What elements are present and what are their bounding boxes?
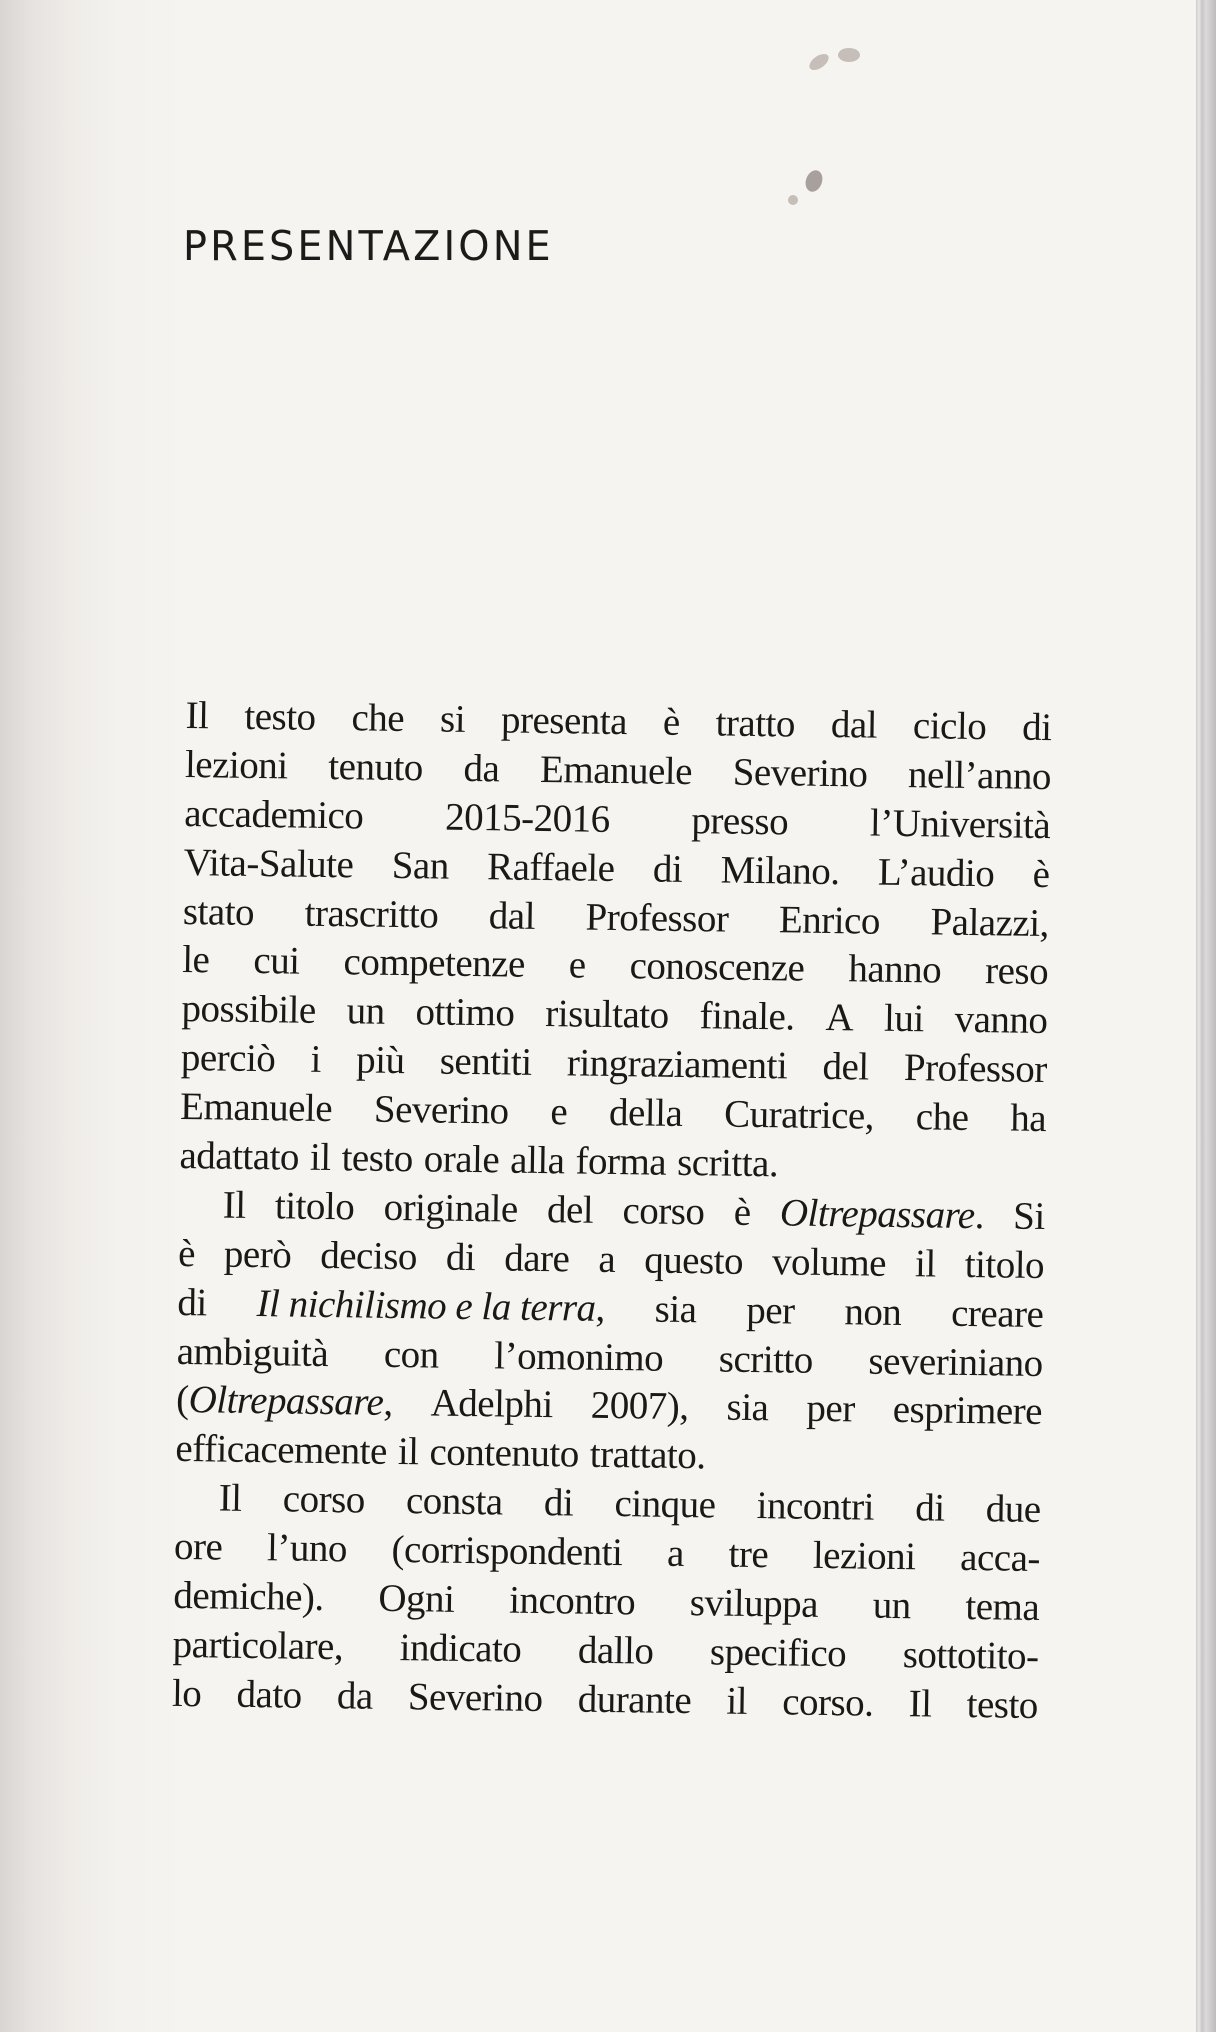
word: però [223, 1232, 292, 1277]
paper-stain [807, 51, 832, 73]
word: Si [1012, 1194, 1046, 1238]
word: lezioni [184, 742, 288, 788]
word: a [666, 1531, 685, 1576]
word: Il [222, 1183, 246, 1227]
word: lezioni [812, 1533, 916, 1579]
word: scritta. [676, 1140, 779, 1186]
word: Vita-Salute [183, 840, 354, 887]
word: Emanuele [539, 747, 693, 793]
paper-stain [788, 195, 798, 205]
word: il [309, 1135, 331, 1180]
word: trattato. [589, 1433, 706, 1478]
word: Il nichilismo e la terra, [256, 1281, 606, 1330]
word: creare [950, 1291, 1044, 1336]
word: tre [728, 1532, 769, 1577]
word: titolo [274, 1184, 355, 1229]
word: severiniano [868, 1339, 1044, 1385]
word: di [1021, 705, 1052, 750]
word: sia [654, 1287, 697, 1331]
word: il [397, 1430, 419, 1474]
word: tema [965, 1585, 1040, 1630]
body-text [172, 692, 1052, 1731]
word: testo [244, 694, 316, 739]
word: Severino [373, 1087, 509, 1133]
word: ore [173, 1525, 223, 1569]
word: Milano. [720, 848, 840, 893]
word: tratto [715, 701, 796, 746]
italic-title: Oltrepassare [188, 1378, 384, 1425]
word: incontro [508, 1578, 636, 1624]
word: Raffaele [486, 844, 615, 890]
word: stato [182, 889, 255, 934]
word: di [177, 1280, 208, 1325]
word: è [733, 1190, 751, 1234]
word: e [550, 1090, 568, 1134]
word: Adelphi [430, 1381, 554, 1427]
word: l’Università [869, 801, 1051, 847]
word: demiche). [173, 1573, 325, 1620]
word: reso [984, 949, 1049, 994]
word: questo [643, 1238, 744, 1283]
section-heading: PRESENTAZIONE [183, 222, 554, 270]
word: dare [504, 1236, 570, 1281]
word: ringraziamenti [566, 1041, 788, 1088]
word: sviluppa [689, 1581, 819, 1626]
word: e [568, 943, 586, 988]
word: dato [236, 1672, 303, 1717]
word: Professor [903, 1046, 1048, 1092]
word: Severino [407, 1675, 543, 1720]
word: ha [1009, 1096, 1047, 1141]
word: durante [577, 1677, 692, 1722]
word: 2015-2016 [444, 795, 610, 841]
word: indicato [399, 1626, 522, 1671]
word: presso [691, 798, 789, 844]
word: nell’anno [907, 752, 1052, 798]
word: San [391, 843, 450, 888]
word: cinque [614, 1482, 716, 1527]
word: originale [383, 1185, 519, 1231]
word: del [822, 1045, 870, 1089]
word: risultato [545, 992, 669, 1038]
word: testo [341, 1136, 414, 1181]
word: ciclo [912, 704, 987, 749]
word: deciso [320, 1233, 418, 1279]
word: perciò [180, 1036, 276, 1081]
word: Professor [585, 895, 729, 941]
word: non [844, 1289, 902, 1334]
word: che [915, 1095, 969, 1140]
word: dal [830, 703, 878, 747]
word: testo [966, 1682, 1039, 1727]
word: Severino [732, 750, 868, 796]
paper-stain [803, 168, 826, 194]
word: finale. [699, 994, 795, 1039]
word: efficacemente [175, 1427, 388, 1474]
word: Ogni [378, 1576, 455, 1621]
word: ambiguità [176, 1329, 329, 1375]
word: A [825, 996, 854, 1040]
word: scritto [718, 1337, 814, 1382]
word: sentiti [439, 1039, 532, 1085]
word: particolare, [172, 1622, 344, 1669]
word: per [806, 1387, 856, 1431]
word: (corrispondenti [391, 1528, 623, 1575]
word: del [546, 1187, 594, 1232]
word: titolo [964, 1242, 1045, 1287]
word: volume [771, 1240, 887, 1285]
word: della [608, 1091, 683, 1136]
word: Il [908, 1682, 932, 1726]
word: i [310, 1038, 322, 1082]
word: le [181, 938, 210, 982]
word: esprimere [892, 1388, 1043, 1434]
word: hanno [848, 947, 942, 993]
italic-title: Il nichilismo e la terra [256, 1281, 596, 1330]
word: possibile [181, 987, 317, 1033]
word: è [1032, 852, 1050, 896]
word: presenta [500, 698, 628, 744]
word: corso [622, 1189, 705, 1234]
word: l’omonimo [494, 1333, 664, 1380]
word: ottimo [415, 990, 515, 1035]
word: alla [509, 1138, 565, 1183]
word: conoscenze [629, 944, 805, 991]
word: sottotito- [902, 1633, 1039, 1678]
word: corso. [781, 1680, 874, 1725]
word: orale [423, 1137, 500, 1182]
word: due [985, 1487, 1041, 1532]
word: un [872, 1583, 912, 1628]
word: (Oltrepassare, [175, 1378, 393, 1425]
word: di [914, 1486, 945, 1530]
word: di [445, 1235, 476, 1279]
word: forma [575, 1139, 667, 1184]
word: Enrico [778, 897, 881, 943]
word: acca- [959, 1536, 1041, 1581]
word: l’uno [266, 1526, 348, 1571]
word: più [355, 1038, 405, 1083]
word: a [598, 1237, 616, 1281]
word: Emanuele [179, 1085, 333, 1131]
word: Il [218, 1476, 242, 1521]
word: è [662, 700, 681, 744]
word: da [336, 1674, 374, 1718]
word: il [726, 1679, 748, 1723]
word: di [543, 1481, 574, 1525]
italic-title: Oltrepassare [779, 1191, 975, 1237]
word: che [351, 696, 405, 741]
word: sia [726, 1386, 769, 1430]
word: con [383, 1332, 440, 1377]
word: specifico [709, 1630, 847, 1676]
word: lo [171, 1671, 202, 1716]
word: Curatrice, [723, 1092, 875, 1138]
page-edge [1196, 0, 1216, 2032]
word: Palazzi, [930, 899, 1050, 945]
word: incontri [756, 1484, 875, 1529]
word: dallo [577, 1628, 654, 1673]
word: trascritto [304, 891, 439, 937]
word: lui [883, 997, 925, 1041]
word: cui [253, 939, 300, 984]
paper-stain [838, 48, 860, 62]
word: 2007), [590, 1384, 689, 1429]
word: contenuto [429, 1430, 580, 1476]
word: adattato [179, 1133, 300, 1179]
word: è [177, 1231, 196, 1275]
word: Oltrepassare. [779, 1191, 985, 1238]
word: consta [405, 1479, 503, 1524]
word: tenuto [328, 744, 424, 790]
word: competenze [343, 940, 526, 987]
word: si [439, 697, 466, 741]
word: per [745, 1288, 795, 1333]
word: un [346, 989, 385, 1034]
word: vanno [954, 998, 1048, 1043]
word: da [463, 746, 500, 791]
word: Il [185, 693, 209, 738]
word: dal [488, 893, 536, 938]
word: il [914, 1242, 937, 1286]
word: accademico [184, 791, 364, 838]
word: L’audio [877, 850, 995, 895]
word: di [652, 847, 683, 891]
word: corso [282, 1477, 366, 1522]
